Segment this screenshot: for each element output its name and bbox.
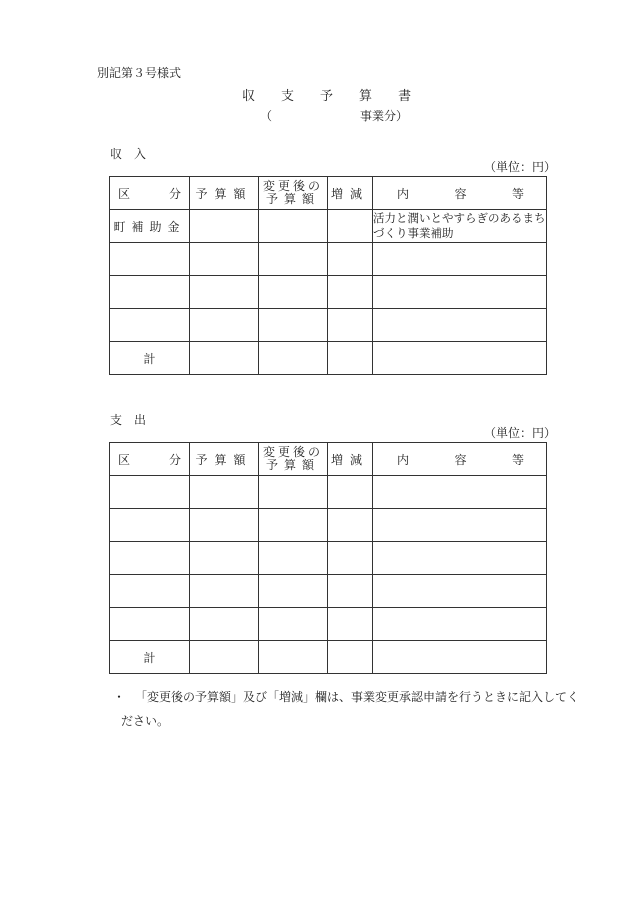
total-label: 計 bbox=[110, 342, 190, 375]
table-row bbox=[110, 276, 547, 309]
cell-category: 町補助金 bbox=[110, 210, 190, 243]
income-section-label: 収 入 bbox=[110, 147, 147, 161]
cell-diff[interactable] bbox=[328, 243, 373, 276]
header-changed-line2: 予算額 bbox=[265, 192, 320, 206]
subtitle-open-paren: （ bbox=[260, 109, 273, 123]
expense-header-row bbox=[110, 443, 547, 476]
cell-budget[interactable] bbox=[190, 476, 259, 509]
table-row bbox=[110, 542, 547, 575]
cell-description[interactable] bbox=[373, 243, 547, 276]
footnote-bullet: ・ bbox=[113, 690, 126, 704]
income-total-row bbox=[110, 342, 547, 375]
total-label: 計 bbox=[110, 641, 190, 674]
cell-budget[interactable] bbox=[190, 243, 259, 276]
cell-changed-budget[interactable] bbox=[259, 276, 328, 309]
subtitle-text: 事業分） bbox=[360, 109, 409, 123]
document-title bbox=[242, 85, 437, 104]
header-changed-line1: 変更後の bbox=[262, 179, 323, 193]
footnote bbox=[113, 685, 579, 733]
cell-category[interactable] bbox=[110, 542, 190, 575]
cell-description[interactable] bbox=[373, 309, 547, 342]
cell-diff[interactable] bbox=[328, 276, 373, 309]
cell-budget[interactable] bbox=[190, 608, 259, 641]
title-char: 収 bbox=[242, 89, 256, 104]
cell-changed-budget[interactable] bbox=[259, 575, 328, 608]
cell-category[interactable] bbox=[110, 276, 190, 309]
income-header-row bbox=[110, 177, 547, 210]
header-budget: 予算額 bbox=[190, 177, 259, 210]
cell-diff[interactable] bbox=[328, 309, 373, 342]
header-diff: 増減 bbox=[328, 443, 373, 476]
cell-description[interactable] bbox=[373, 476, 547, 509]
form-number: 別記第３号様式 bbox=[97, 66, 182, 80]
table-row bbox=[110, 575, 547, 608]
cell-diff[interactable] bbox=[328, 210, 373, 243]
header-kubun-b: 分 bbox=[168, 452, 181, 467]
cell-total-description[interactable] bbox=[373, 641, 547, 674]
naiyo-char: 容 bbox=[454, 186, 467, 201]
cell-changed-budget[interactable] bbox=[259, 309, 328, 342]
naiyo-char: 容 bbox=[454, 452, 467, 467]
cell-description[interactable] bbox=[373, 575, 547, 608]
expense-section-label: 支 出 bbox=[110, 413, 147, 427]
cell-changed-budget[interactable] bbox=[259, 608, 328, 641]
header-naiyo bbox=[373, 443, 547, 476]
header-changed-budget bbox=[259, 177, 328, 210]
cell-description[interactable] bbox=[373, 542, 547, 575]
cell-total-diff[interactable] bbox=[328, 342, 373, 375]
cell-total-budget[interactable] bbox=[190, 342, 259, 375]
cell-budget[interactable] bbox=[190, 309, 259, 342]
expense-total-row bbox=[110, 641, 547, 674]
cell-changed-budget[interactable] bbox=[259, 243, 328, 276]
cell-changed-budget[interactable] bbox=[259, 476, 328, 509]
header-changed-line2: 予算額 bbox=[265, 458, 320, 472]
cell-budget[interactable] bbox=[190, 509, 259, 542]
header-changed-budget bbox=[259, 443, 328, 476]
cell-diff[interactable] bbox=[328, 608, 373, 641]
title-char: 書 bbox=[398, 89, 412, 104]
header-kubun-a: 区 bbox=[118, 452, 131, 467]
cell-description[interactable] bbox=[373, 509, 547, 542]
cell-diff[interactable] bbox=[328, 575, 373, 608]
naiyo-char: 等 bbox=[511, 186, 524, 201]
naiyo-char: 等 bbox=[511, 452, 524, 467]
naiyo-char: 内 bbox=[397, 452, 410, 467]
header-kubun bbox=[110, 443, 190, 476]
cell-diff[interactable] bbox=[328, 509, 373, 542]
cell-budget[interactable] bbox=[190, 276, 259, 309]
cell-category[interactable] bbox=[110, 509, 190, 542]
header-kubun bbox=[110, 177, 190, 210]
cell-budget[interactable] bbox=[190, 210, 259, 243]
cell-description[interactable] bbox=[373, 608, 547, 641]
naiyo-char: 内 bbox=[397, 186, 410, 201]
table-row bbox=[110, 509, 547, 542]
title-char: 算 bbox=[359, 89, 373, 104]
income-row-town-subsidy bbox=[110, 210, 547, 243]
cell-total-changed[interactable] bbox=[259, 641, 328, 674]
cell-total-description[interactable] bbox=[373, 342, 547, 375]
cell-diff[interactable] bbox=[328, 542, 373, 575]
header-diff: 増減 bbox=[328, 177, 373, 210]
cell-category[interactable] bbox=[110, 243, 190, 276]
cell-changed-budget[interactable] bbox=[259, 542, 328, 575]
title-char: 予 bbox=[320, 89, 334, 104]
cell-description[interactable] bbox=[373, 276, 547, 309]
title-char: 支 bbox=[281, 89, 295, 104]
cell-description: 活力と潤いとやすらぎのあるまちづくり事業補助 bbox=[373, 210, 547, 243]
table-row bbox=[110, 608, 547, 641]
header-kubun-a: 区 bbox=[118, 186, 131, 201]
cell-budget[interactable] bbox=[190, 542, 259, 575]
income-table bbox=[109, 176, 547, 375]
cell-total-changed[interactable] bbox=[259, 342, 328, 375]
cell-total-budget[interactable] bbox=[190, 641, 259, 674]
cell-changed-budget[interactable] bbox=[259, 210, 328, 243]
header-changed-line1: 変更後の bbox=[262, 445, 323, 459]
cell-budget[interactable] bbox=[190, 575, 259, 608]
footnote-line1: 「変更後の予算額」及び「増減」欄は、事業変更承認申請を行うときに記入してく bbox=[135, 690, 580, 704]
expense-unit-label: （単位：円） bbox=[484, 426, 557, 440]
income-unit-label: （単位：円） bbox=[484, 160, 557, 174]
footnote-line2: ださい。 bbox=[121, 714, 170, 728]
table-row bbox=[110, 309, 547, 342]
cell-total-diff[interactable] bbox=[328, 641, 373, 674]
header-kubun-b: 分 bbox=[168, 186, 181, 201]
cell-category[interactable] bbox=[110, 575, 190, 608]
table-row bbox=[110, 476, 547, 509]
table-row bbox=[110, 243, 547, 276]
header-budget: 予算額 bbox=[190, 443, 259, 476]
expense-table bbox=[109, 442, 547, 674]
cell-changed-budget[interactable] bbox=[259, 509, 328, 542]
header-naiyo bbox=[373, 177, 547, 210]
cell-category[interactable] bbox=[110, 309, 190, 342]
cell-category[interactable] bbox=[110, 476, 190, 509]
cell-category[interactable] bbox=[110, 608, 190, 641]
cell-diff[interactable] bbox=[328, 476, 373, 509]
